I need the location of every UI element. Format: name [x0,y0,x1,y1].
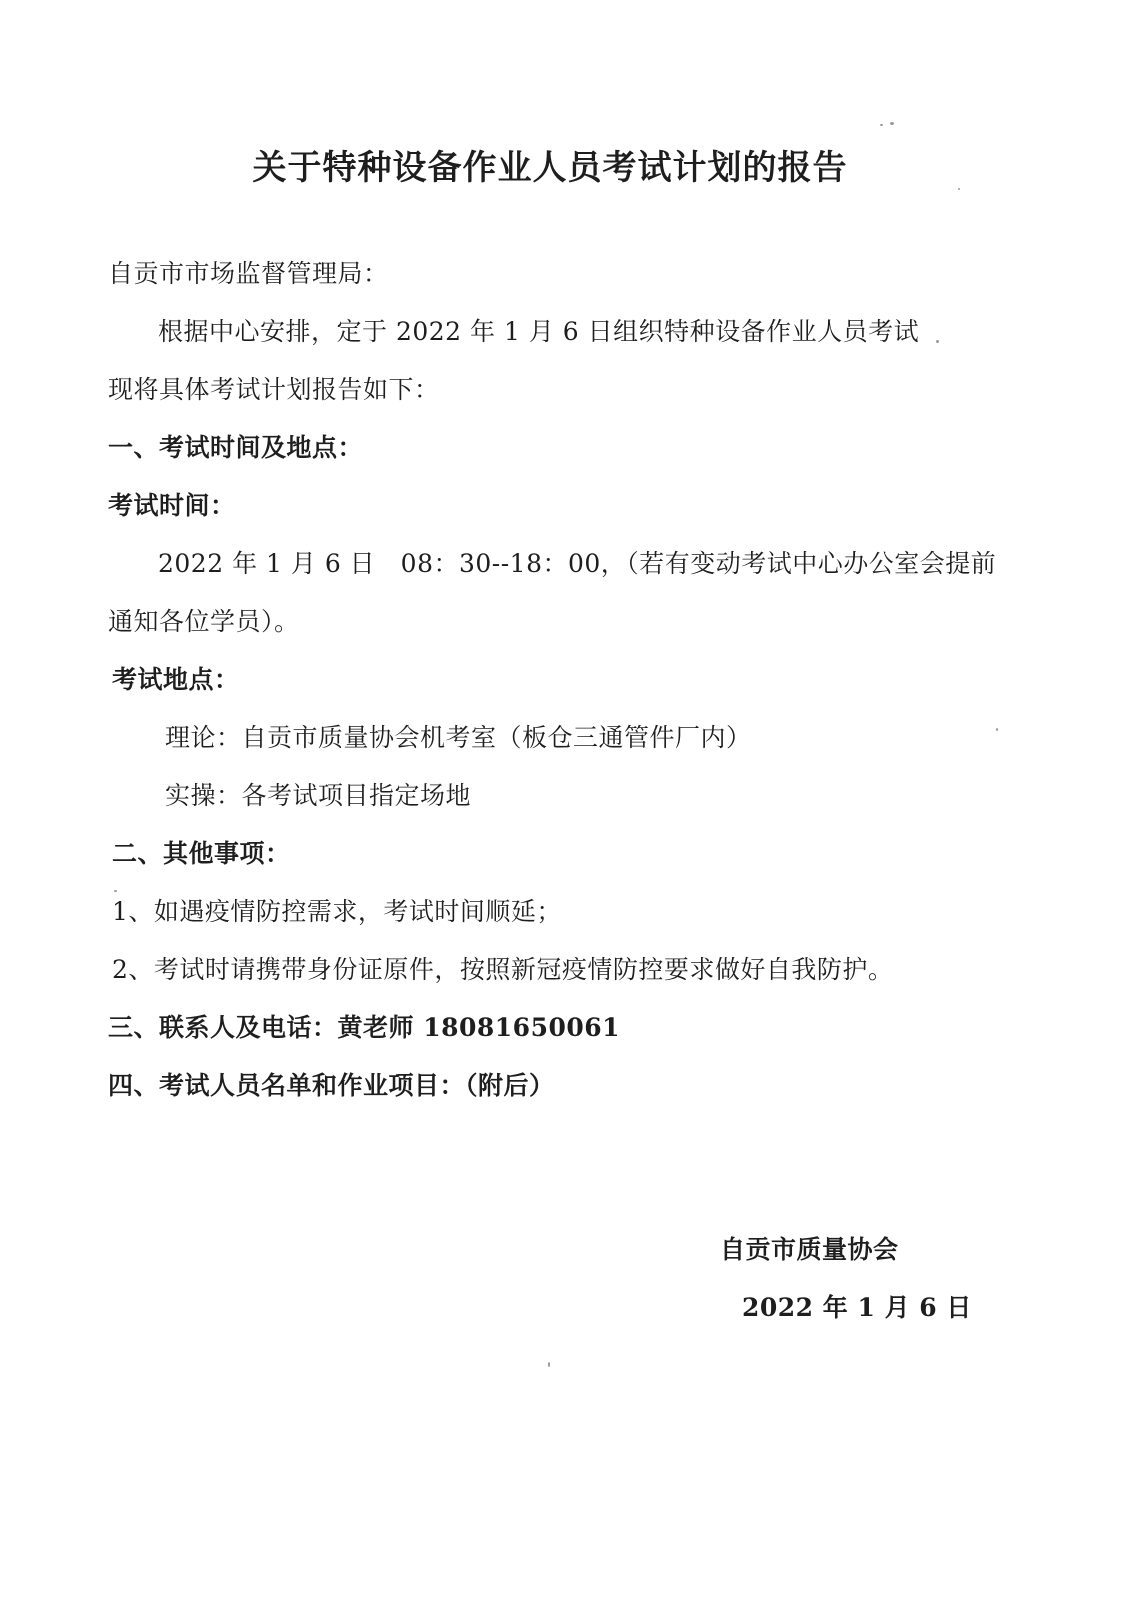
intro-line-1: 根据中心安排，定于 2022 年 1 月 6 日组织特种设备作业人员考试 [158,317,920,346]
scan-speck [890,122,894,125]
exam-time-label: 考试时间： [108,491,236,520]
scan-speck [936,340,939,343]
exam-place-practice: 实操：各考试项目指定场地 [165,781,472,810]
section-3-heading: 三、联系人及电话：黄老师 18081650061 [108,1013,621,1042]
scan-speck [548,1362,550,1367]
exam-place-theory: 理论：自贡市质量协会机考室（板仓三通管件厂内） [165,723,752,752]
signature-date: 2022 年 1 月 6 日 [742,1293,972,1322]
scan-speck [996,728,998,731]
recipient-line: 自贡市市场监督管理局： [108,259,389,288]
document-title: 关于特种设备作业人员考试计划的报告 [252,148,848,188]
other-item-1: 1、如遇疫情防控需求，考试时间顺延； [112,897,562,926]
section-1-heading: 一、考试时间及地点： [108,433,364,462]
intro-line-2: 现将具体考试计划报告如下： [108,375,440,404]
section-4-heading: 四、考试人员名单和作业项目：（附后） [108,1071,555,1100]
scan-speck [958,188,960,190]
signature-org: 自贡市质量协会 [720,1235,899,1264]
exam-place-label: 考试地点： [112,665,240,694]
section-2-heading: 二、其他事项： [112,839,291,868]
exam-time-line-2: 通知各位学员）。 [108,607,300,636]
scan-speck [114,890,117,892]
exam-time-line-1: 2022 年 1 月 6 日 08：30--18：00，（若有变动考试中心办公室会提前 [158,549,997,578]
scan-speck [880,124,883,126]
other-item-2: 2、考试时请携带身份证原件，按照新冠疫情防控要求做好自我防护。 [112,955,894,984]
